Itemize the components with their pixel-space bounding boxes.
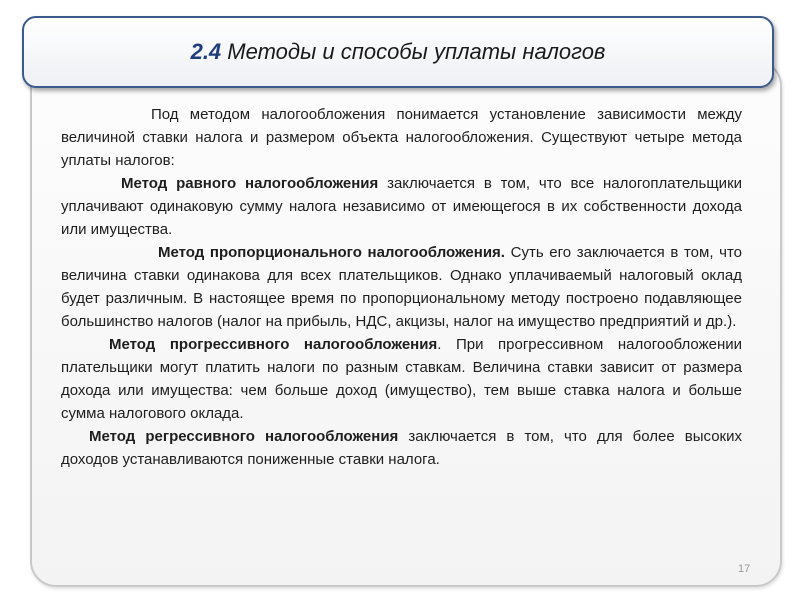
paragraph-proportional-method-text: Суть его заключается в том, что величина ставки одинакова для всех плательщиков. Однако уплачиваемый налоговый оклад будет различным. В настоящее время по пропорциональному методу построено подавляющее большинство налогов (налог на прибыль, НДС, акцизы, налог на имущество предприятий и др.). xyxy=(61,244,742,330)
paragraph-progressive-method-text: . При прогрессивном налогообложении плательщики могут платить налоги по разным ставкам. Величина ставки зависит от размера дохода или имущества: чем больше доход (имущество), тем выше ставка налога и больше сумма налогового оклада. xyxy=(61,336,742,422)
term-progressive-method: Метод прогрессивного налогообложения xyxy=(109,336,438,353)
title-text: Методы и способы уплаты налогов xyxy=(221,39,606,64)
term-regressive-method: Метод регрессивного налогообложения xyxy=(89,428,399,445)
paragraph-regressive-method-text: заключается в том, что для более высоких доходов устанавливаются пониженные ставки налога. xyxy=(61,428,742,468)
paragraph-regressive-method xyxy=(61,425,742,471)
paragraph-equal-method-text: заключается в том, что все налогоплательщики уплачивают одинаковую сумму налога независимо от имеющегося в их собственности дохода или имущества. xyxy=(61,175,743,238)
page-number: 17 xyxy=(738,563,751,575)
term-equal-method: Метод равного налогообложения xyxy=(121,175,379,192)
title-number: 2.4 xyxy=(190,39,222,64)
paragraph-progressive-method xyxy=(61,333,742,425)
term-proportional-method: Метод пропорционального налогообложения. xyxy=(158,244,505,261)
paragraph-intro-text: Под методом налогообложения понимается установление зависимости между величиной ставки налога и размером объекта налогообложения. Существуют четыре метода уплаты налогов: xyxy=(61,106,742,169)
paragraph-equal-method xyxy=(61,172,742,241)
body-text xyxy=(61,103,742,471)
paragraph-intro xyxy=(61,103,742,172)
paragraph-proportional-method xyxy=(61,241,742,333)
slide-title xyxy=(191,39,606,65)
title-bar xyxy=(22,16,774,88)
